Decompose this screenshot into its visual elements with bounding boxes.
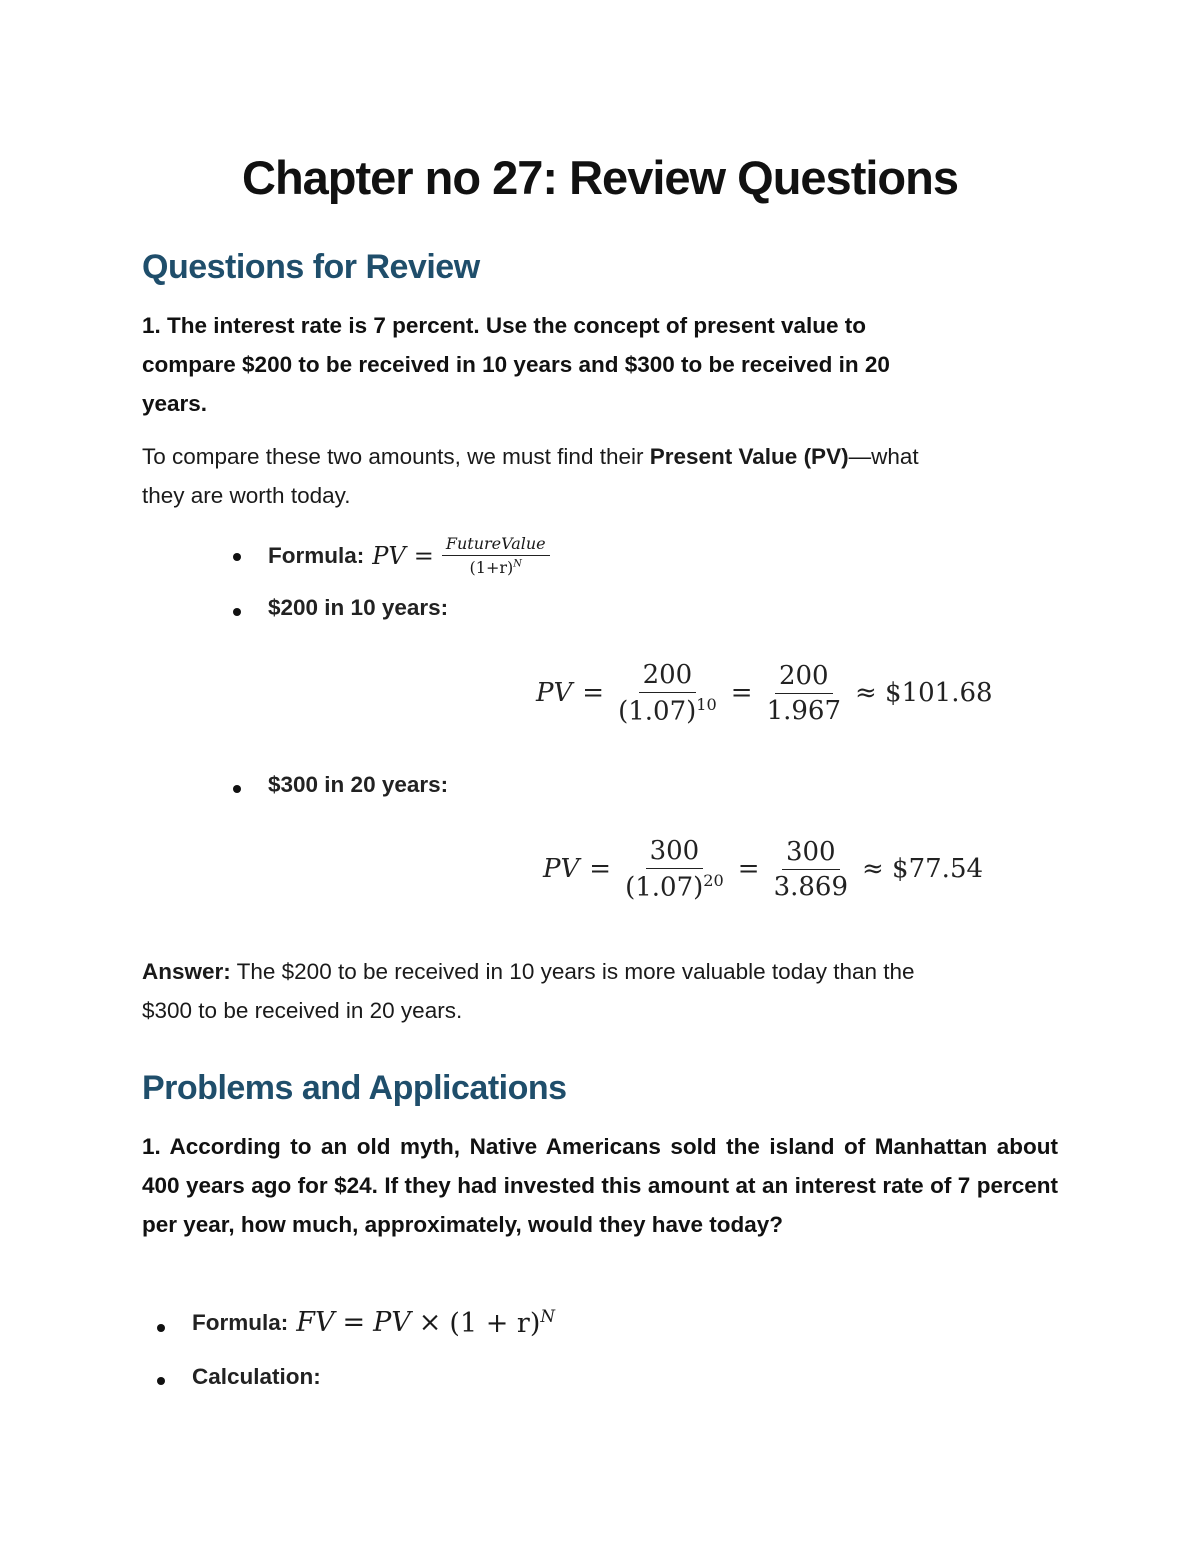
result-value: ≈ $101.68 — [855, 678, 993, 709]
numerator: 200 — [639, 660, 697, 693]
question-line: years. — [142, 391, 208, 416]
fraction-2 — [763, 661, 845, 726]
formula-pv-item — [268, 534, 550, 577]
review-question-1 — [142, 306, 1062, 423]
equals-sign: = — [413, 541, 434, 570]
equation-lhs: PV — [543, 854, 580, 885]
formula-fv: FV — [296, 1307, 335, 1338]
problem-question-1: 1. According to an old myth, Native Americans sold the island of Manhattan about 400 years ago for $24. If they had invested this amount at an interest rate of 7 percent per year, how much, approximately, would they have today? — [142, 1134, 1058, 1237]
answer-text-line-2: $300 to be received in 20 years. — [142, 998, 463, 1023]
case2-label: $300 in 20 years: — [268, 772, 449, 797]
bullet-dot — [233, 785, 241, 793]
formula-denominator: $(1+r)^N$ — [469, 558, 522, 577]
numerator: 300 — [646, 836, 704, 869]
question-line: 1. The interest rate is 7 percent. Use the concept of present value to — [142, 313, 866, 338]
intro-text-end: —what — [848, 444, 919, 469]
equals-sign: = — [342, 1307, 366, 1338]
bullet-dot — [157, 1324, 165, 1332]
fraction-1 — [621, 836, 728, 903]
equation-case2 — [543, 836, 983, 903]
intro-line-2: they are worth today. — [142, 483, 351, 508]
equals-sign: = — [730, 678, 753, 709]
denominator: 3.869 — [773, 871, 848, 902]
intro-bold: Present Value (PV) — [649, 444, 849, 469]
bullet-dot — [233, 553, 241, 561]
formula-fv-item — [192, 1306, 555, 1339]
fraction-2 — [770, 837, 852, 902]
numerator: 300 — [782, 837, 840, 870]
equation-case1 — [536, 660, 993, 727]
formula-lhs: PV — [372, 541, 406, 570]
bullet-dot — [157, 1377, 165, 1385]
equals-sign: = — [589, 854, 612, 885]
section-heading-problems: Problems and Applications — [142, 1069, 567, 1107]
denominator: 1.967 — [766, 695, 841, 726]
equation-lhs: PV — [536, 678, 573, 709]
answer-paragraph — [142, 952, 1072, 1030]
intro-text: To compare these two amounts, we must find their — [142, 444, 650, 469]
formula-base: $(1 + r)^N$ — [449, 1306, 556, 1339]
formula-label: Formula: — [192, 1309, 289, 1335]
section-heading-review: Questions for Review — [142, 248, 480, 286]
denominator: $(1.07)^{20}$ — [625, 871, 724, 903]
formula-fraction — [442, 534, 550, 577]
case1-label: $200 in 10 years: — [268, 595, 449, 620]
question-line: compare $200 to be received in 10 years and $300 to be received in 20 — [142, 352, 890, 377]
times-sign: × — [418, 1307, 442, 1338]
calculation-label: Calculation: — [192, 1364, 321, 1389]
equals-sign: = — [582, 678, 605, 709]
formula-label: Formula: — [268, 542, 365, 568]
answer-label: Answer: — [142, 959, 231, 984]
answer-text: The $200 to be received in 10 years is more valuable today than the — [230, 959, 915, 984]
formula-pv: PV — [373, 1307, 411, 1338]
equals-sign: = — [737, 854, 760, 885]
fraction-1 — [614, 660, 721, 727]
page-title: Chapter no 27: Review Questions — [242, 151, 958, 204]
denominator: $(1.07)^{10}$ — [618, 695, 717, 727]
formula-numerator: FutureValue — [442, 534, 550, 556]
numerator: 200 — [775, 661, 833, 694]
result-value: ≈ $77.54 — [862, 854, 984, 885]
bullet-dot — [233, 608, 241, 616]
intro-paragraph — [142, 437, 1072, 515]
